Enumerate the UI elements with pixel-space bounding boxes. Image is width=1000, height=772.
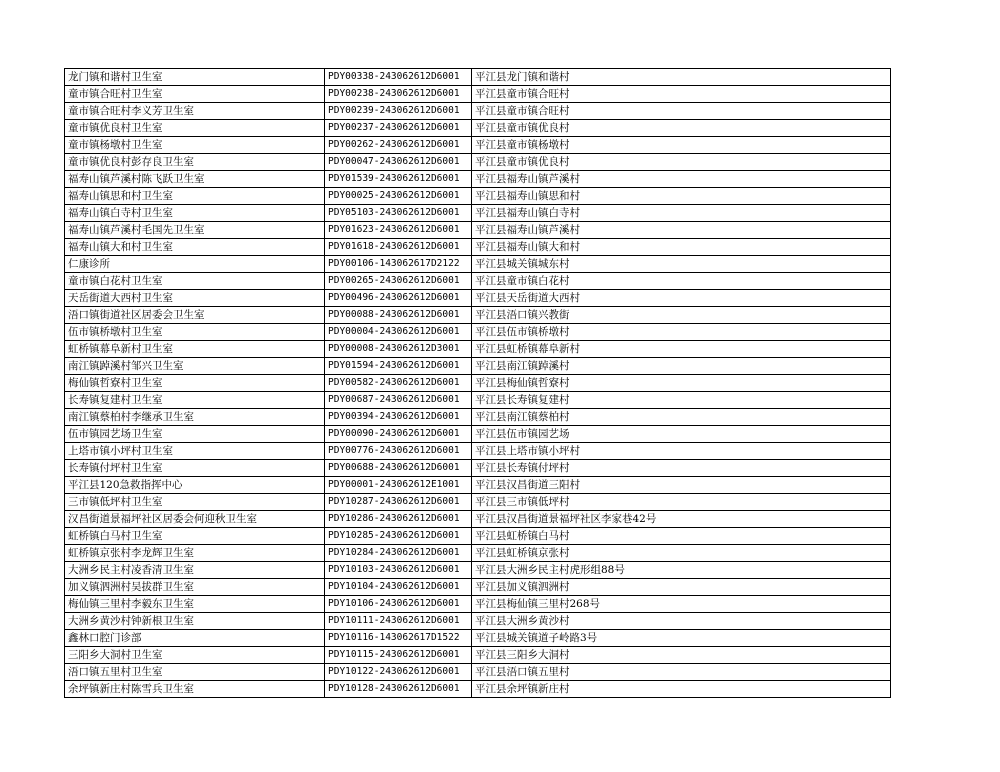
institution-name-cell: 南江镇踔溪村邹兴卫生室 (65, 358, 325, 375)
table-row (65, 358, 891, 375)
registration-code-cell: PDY01594-243062612D6001 (325, 358, 472, 375)
table-row (65, 443, 891, 460)
registration-code-cell: PDY00008-243062612D3001 (325, 341, 472, 358)
table-row (65, 69, 891, 86)
address-cell: 平江县龙门镇和谐村 (472, 69, 891, 86)
registration-code-cell: PDY10116-143062617D1522 (325, 630, 472, 647)
institution-name-cell: 童市镇优良村卫生室 (65, 120, 325, 137)
registration-code-cell: PDY10106-243062612D6001 (325, 596, 472, 613)
institution-name-cell: 余坪镇新庄村陈雪兵卫生室 (65, 681, 325, 698)
table-row (65, 647, 891, 664)
table-row (65, 613, 891, 630)
registration-code-cell: PDY00582-243062612D6001 (325, 375, 472, 392)
address-cell: 平江县童市镇杨墩村 (472, 137, 891, 154)
institution-name-cell: 鑫林口腔门诊部 (65, 630, 325, 647)
table-row (65, 256, 891, 273)
address-cell: 平江县童市镇白花村 (472, 273, 891, 290)
address-cell: 平江县梅仙镇三里村268号 (472, 596, 891, 613)
table-row (65, 409, 891, 426)
registration-code-cell: PDY00496-243062612D6001 (325, 290, 472, 307)
institution-name-cell: 伍市镇园艺场卫生室 (65, 426, 325, 443)
table-row (65, 528, 891, 545)
registration-code-cell: PDY01618-243062612D6001 (325, 239, 472, 256)
registration-code-cell: PDY10285-243062612D6001 (325, 528, 472, 545)
institution-name-cell: 天岳街道大西村卫生室 (65, 290, 325, 307)
registration-code-cell: PDY10286-243062612D6001 (325, 511, 472, 528)
address-cell: 平江县福寿山镇思和村 (472, 188, 891, 205)
table-row (65, 511, 891, 528)
registration-code-cell: PDY00262-243062612D6001 (325, 137, 472, 154)
address-cell: 平江县长寿镇付坪村 (472, 460, 891, 477)
registration-code-cell: PDY00688-243062612D6001 (325, 460, 472, 477)
registry-table (64, 68, 891, 698)
institution-name-cell: 童市镇白花村卫生室 (65, 273, 325, 290)
table-row (65, 205, 891, 222)
address-cell: 平江县浯口镇五里村 (472, 664, 891, 681)
address-cell: 平江县天岳街道大西村 (472, 290, 891, 307)
table-row (65, 239, 891, 256)
address-cell: 平江县南江镇踔溪村 (472, 358, 891, 375)
registration-code-cell: PDY10111-243062612D6001 (325, 613, 472, 630)
institution-name-cell: 长寿镇付坪村卫生室 (65, 460, 325, 477)
registration-code-cell: PDY10115-243062612D6001 (325, 647, 472, 664)
institution-name-cell: 南江镇蔡柏村李继承卫生室 (65, 409, 325, 426)
address-cell: 平江县虹桥镇白马村 (472, 528, 891, 545)
address-cell: 平江县汉昌街道景福坪社区李家巷42号 (472, 511, 891, 528)
address-cell: 平江县伍市镇园艺场 (472, 426, 891, 443)
institution-name-cell: 梅仙镇哲寮村卫生室 (65, 375, 325, 392)
registration-code-cell: PDY00776-243062612D6001 (325, 443, 472, 460)
institution-name-cell: 童市镇杨墩村卫生室 (65, 137, 325, 154)
address-cell: 平江县三市镇低坪村 (472, 494, 891, 511)
address-cell: 平江县余坪镇新庄村 (472, 681, 891, 698)
table-row (65, 154, 891, 171)
institution-name-cell: 童市镇合旺村李义芳卫生室 (65, 103, 325, 120)
institution-name-cell: 童市镇合旺村卫生室 (65, 86, 325, 103)
table-row (65, 137, 891, 154)
institution-name-cell: 三阳乡大洞村卫生室 (65, 647, 325, 664)
table-row (65, 494, 891, 511)
address-cell: 平江县城关镇道子岭路3号 (472, 630, 891, 647)
table-row (65, 681, 891, 698)
address-cell: 平江县汉昌街道三阳村 (472, 477, 891, 494)
registration-code-cell: PDY10128-243062612D6001 (325, 681, 472, 698)
registration-code-cell: PDY10122-243062612D6001 (325, 664, 472, 681)
address-cell: 平江县福寿山镇白寺村 (472, 205, 891, 222)
institution-name-cell: 福寿山镇芦溪村毛国先卫生室 (65, 222, 325, 239)
table-row (65, 273, 891, 290)
address-cell: 平江县童市镇优良村 (472, 154, 891, 171)
registration-code-cell: PDY01623-243062612D6001 (325, 222, 472, 239)
registration-code-cell: PDY00047-243062612D6001 (325, 154, 472, 171)
registration-code-cell: PDY00338-243062612D6001 (325, 69, 472, 86)
institution-name-cell: 梅仙镇三里村李毅东卫生室 (65, 596, 325, 613)
table-row (65, 426, 891, 443)
registration-code-cell: PDY00687-243062612D6001 (325, 392, 472, 409)
institution-name-cell: 仁康诊所 (65, 256, 325, 273)
institution-name-cell: 三市镇低坪村卫生室 (65, 494, 325, 511)
address-cell: 平江县大洲乡民主村虎形组88号 (472, 562, 891, 579)
registration-code-cell: PDY10287-243062612D6001 (325, 494, 472, 511)
table-row (65, 222, 891, 239)
registration-code-cell: PDY00106-143062617D2122 (325, 256, 472, 273)
table-row (65, 664, 891, 681)
table-row (65, 477, 891, 494)
institution-name-cell: 龙门镇和谐村卫生室 (65, 69, 325, 86)
address-cell: 平江县南江镇蔡柏村 (472, 409, 891, 426)
registration-code-cell: PDY10103-243062612D6001 (325, 562, 472, 579)
table-row (65, 290, 891, 307)
table-row (65, 562, 891, 579)
table-row (65, 630, 891, 647)
registration-code-cell: PDY00238-243062612D6001 (325, 86, 472, 103)
address-cell: 平江县三阳乡大洞村 (472, 647, 891, 664)
institution-name-cell: 大洲乡民主村凌香清卫生室 (65, 562, 325, 579)
institution-name-cell: 福寿山镇芦溪村陈飞跃卫生室 (65, 171, 325, 188)
table-row (65, 392, 891, 409)
table-row (65, 324, 891, 341)
institution-name-cell: 虹桥镇幕阜新村卫生室 (65, 341, 325, 358)
registration-code-cell: PDY01539-243062612D6001 (325, 171, 472, 188)
address-cell: 平江县福寿山镇大和村 (472, 239, 891, 256)
institution-name-cell: 平江县120急救指挥中心 (65, 477, 325, 494)
institution-name-cell: 长寿镇复建村卫生室 (65, 392, 325, 409)
table-body (65, 69, 891, 698)
address-cell: 平江县福寿山镇芦溪村 (472, 222, 891, 239)
registration-code-cell: PDY00088-243062612D6001 (325, 307, 472, 324)
address-cell: 平江县大洲乡黄沙村 (472, 613, 891, 630)
table-row (65, 596, 891, 613)
institution-name-cell: 浯口镇五里村卫生室 (65, 664, 325, 681)
registration-code-cell: PDY00004-243062612D6001 (325, 324, 472, 341)
institution-name-cell: 汉昌街道景福坪社区居委会何迎秋卫生室 (65, 511, 325, 528)
registration-code-cell: PDY00265-243062612D6001 (325, 273, 472, 290)
registration-code-cell: PDY00394-243062612D6001 (325, 409, 472, 426)
address-cell: 平江县童市镇合旺村 (472, 103, 891, 120)
address-cell: 平江县童市镇合旺村 (472, 86, 891, 103)
address-cell: 平江县上塔市镇小坪村 (472, 443, 891, 460)
table-row (65, 171, 891, 188)
institution-name-cell: 虹桥镇京张村李龙辉卫生室 (65, 545, 325, 562)
address-cell: 平江县虹桥镇京张村 (472, 545, 891, 562)
institution-name-cell: 福寿山镇白寺村卫生室 (65, 205, 325, 222)
institution-name-cell: 福寿山镇思和村卫生室 (65, 188, 325, 205)
table-row (65, 120, 891, 137)
institution-name-cell: 虹桥镇白马村卫生室 (65, 528, 325, 545)
institution-name-cell: 福寿山镇大和村卫生室 (65, 239, 325, 256)
address-cell: 平江县梅仙镇哲寮村 (472, 375, 891, 392)
address-cell: 平江县虹桥镇幕阜新村 (472, 341, 891, 358)
table-row (65, 86, 891, 103)
registration-code-cell: PDY00025-243062612D6001 (325, 188, 472, 205)
table-row (65, 188, 891, 205)
table-row (65, 103, 891, 120)
institution-name-cell: 大洲乡黄沙村钟新根卫生室 (65, 613, 325, 630)
registration-code-cell: PDY00090-243062612D6001 (325, 426, 472, 443)
address-cell: 平江县伍市镇桥墩村 (472, 324, 891, 341)
institution-name-cell: 浯口镇街道社区居委会卫生室 (65, 307, 325, 324)
table-row (65, 545, 891, 562)
address-cell: 平江县加义镇泗洲村 (472, 579, 891, 596)
registration-code-cell: PDY10104-243062612D6001 (325, 579, 472, 596)
address-cell: 平江县长寿镇复建村 (472, 392, 891, 409)
institution-name-cell: 上塔市镇小坪村卫生室 (65, 443, 325, 460)
table-row (65, 375, 891, 392)
institution-name-cell: 加义镇泗洲村吴拔群卫生室 (65, 579, 325, 596)
registration-code-cell: PDY10284-243062612D6001 (325, 545, 472, 562)
registration-code-cell: PDY00239-243062612D6001 (325, 103, 472, 120)
address-cell: 平江县城关镇城东村 (472, 256, 891, 273)
address-cell: 平江县浯口镇兴教街 (472, 307, 891, 324)
address-cell: 平江县童市镇优良村 (472, 120, 891, 137)
address-cell: 平江县福寿山镇芦溪村 (472, 171, 891, 188)
table-row (65, 341, 891, 358)
institution-name-cell: 童市镇优良村彭存良卫生室 (65, 154, 325, 171)
table-row (65, 307, 891, 324)
table-row (65, 460, 891, 477)
table-row (65, 579, 891, 596)
institution-name-cell: 伍市镇桥墩村卫生室 (65, 324, 325, 341)
registration-code-cell: PDY00237-243062612D6001 (325, 120, 472, 137)
registration-code-cell: PDY00001-243062612E1001 (325, 477, 472, 494)
registration-code-cell: PDY05103-243062612D6001 (325, 205, 472, 222)
